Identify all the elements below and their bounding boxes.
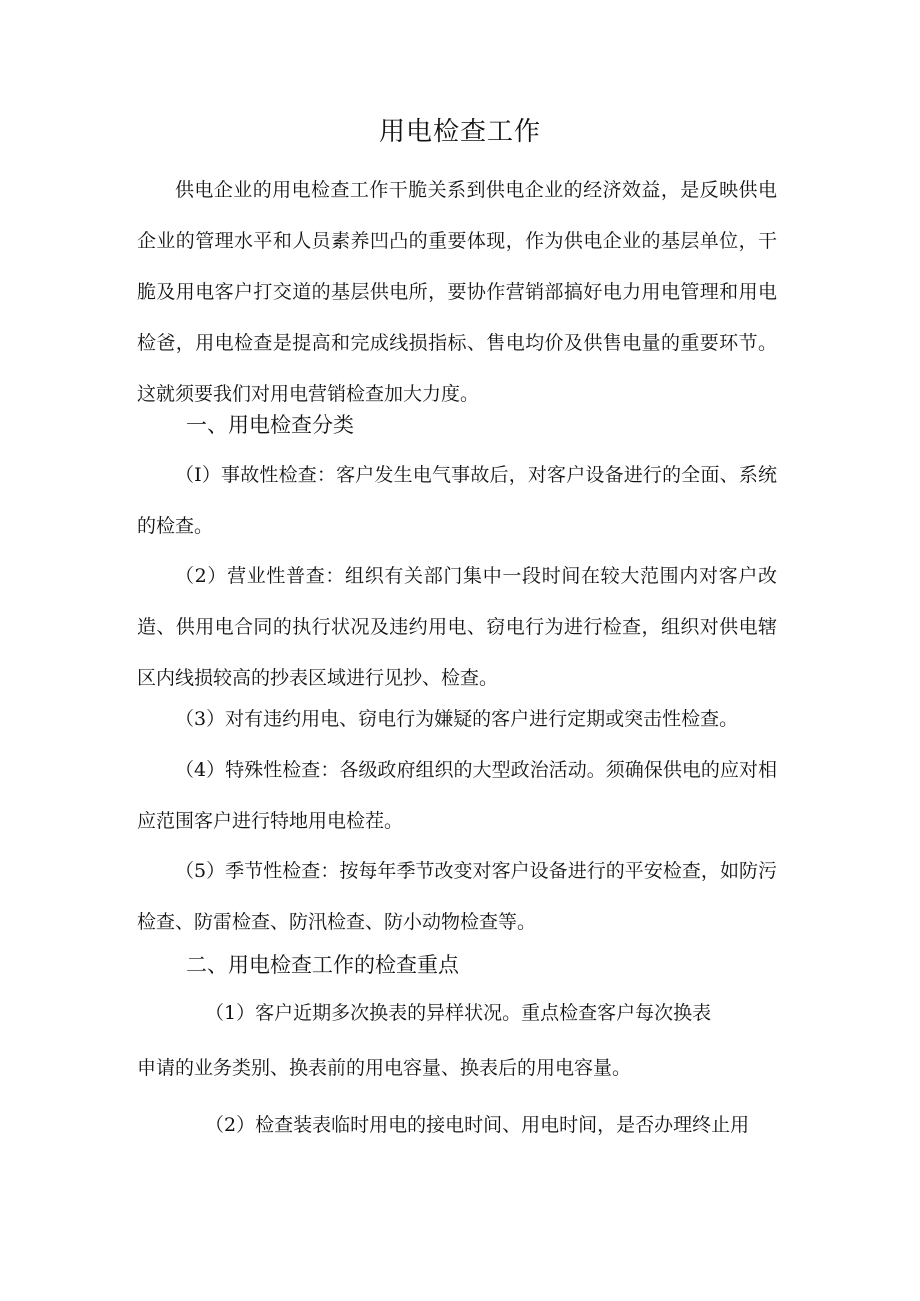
document-title: 用电检查工作 (378, 117, 541, 147)
list-item-meter-change-line2: 申请的业务类别、换表前的用电容量、换表后的用电容量。 (137, 1057, 632, 1079)
list-item-temporary-power-line1: （2）检查装表临时用电的接电时间、用电时间，是否办理终止用 (205, 1114, 750, 1136)
section-heading-classification: 一、用电检查分类 (186, 413, 354, 437)
list-item-business-survey: （2）营业性普查：组织有关部门集中一段时间在较大范围内对客户改造、供用电合同的执行状况及违约用电、窃电行为进行检查，组织对供电辖区内线损较高的抄表区域进行见抄、检查。 (137, 565, 777, 689)
list-item-suspicion-inspection: （3）对有违约用电、窃电行为嫌疑的客户进行定期或突击性检查。 (175, 708, 739, 730)
list-item-accident-inspection: （I）事故性检查：客户发生电气事故后，对客户设备进行的全面、系统的检查。 (137, 464, 777, 537)
intro-paragraph: 供电企业的用电检查工作干脆关系到供电企业的经济效益，是反映供电企业的管理水平和人员素养凹凸的重要体现，作为供电企业的基层单位，干脆及用电客户打交道的基层供电所，要协作营销部搞好电力用电管理和用电检爸，用电检查是提高和完成线损指标、售电均价及供售电量的重要环节。这就须要我们对用电营销检查加大力度。 (137, 179, 777, 405)
section-heading-key-points: 二、用电检查工作的检查重点 (186, 953, 459, 977)
list-item-special-inspection: （4）特殊性检查：各级政府组织的大型政治活动。须确保供电的应对相应范围客户进行特地用电检茬。 (137, 759, 777, 832)
list-item-seasonal-inspection: （5）季节性检查：按每年季节改变对客户设备进行的平安检查，如防污检查、防雷检查、防汛检查、防小动物检查等。 (137, 860, 777, 933)
list-item-meter-change-line1: （1）客户近期多次换表的异样状况。重点检查客户每次换表 (205, 1002, 712, 1024)
